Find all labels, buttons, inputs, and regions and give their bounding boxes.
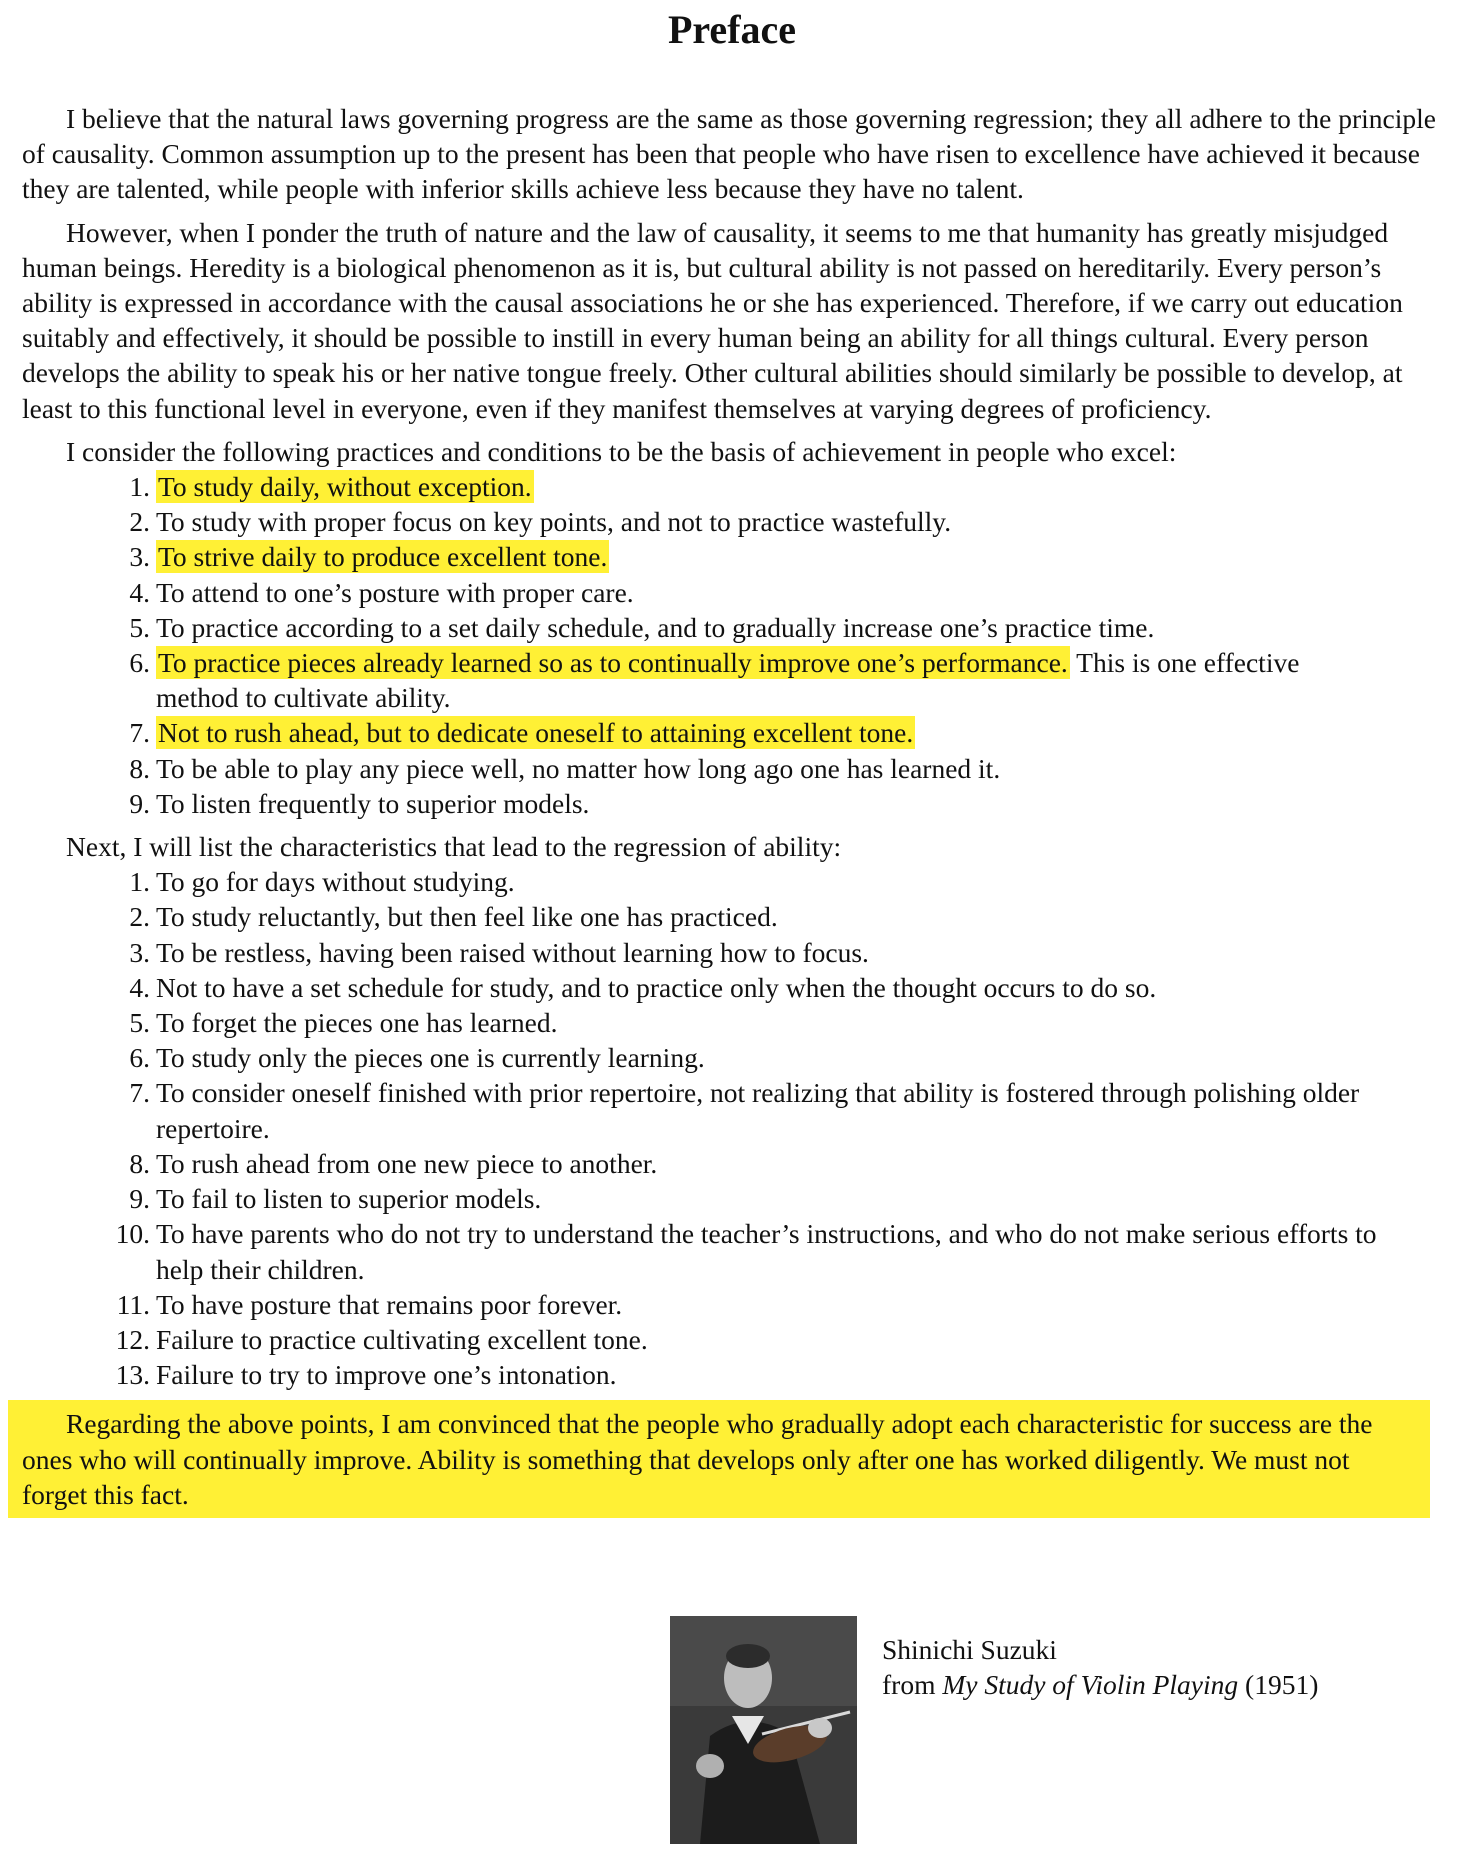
plain-text: To study with proper focus on key points, and not to practice wastefully. <box>156 506 952 538</box>
list-text: To study only the pieces one is currently learning. <box>156 1042 705 1074</box>
list-number: 3. <box>129 541 150 573</box>
list-text <box>156 469 1442 504</box>
success-item <box>22 469 1442 504</box>
success-item <box>22 715 1442 750</box>
regression-item <box>22 1075 1442 1145</box>
list-text <box>156 786 1442 821</box>
list-number: 8. <box>129 1147 150 1179</box>
list-number: 5. <box>129 611 150 643</box>
list-text: Not to have a set schedule for study, and to practice only when the thought occurs to do so. <box>156 971 1157 1003</box>
list-number: 12. <box>115 1323 150 1355</box>
list-text: Failure to practice cultivating excellent tone. <box>156 1323 648 1355</box>
regression-item <box>22 1040 1442 1075</box>
success-item <box>22 539 1442 574</box>
regression-item <box>22 935 1442 970</box>
list-number: 13. <box>115 1359 150 1391</box>
regression-item <box>22 1146 1442 1181</box>
list-number: 2. <box>129 506 150 538</box>
attribution <box>882 1632 1318 1702</box>
success-item <box>22 786 1442 821</box>
list-number: 4. <box>129 576 150 608</box>
list-text <box>156 504 1442 539</box>
preface-body <box>22 101 1442 1518</box>
list-text <box>156 539 1442 574</box>
list-text: Failure to try to improve one’s intonation. <box>156 1359 617 1391</box>
regression-item <box>22 1357 1442 1392</box>
success-item <box>22 751 1442 786</box>
list-text: To have parents who do not try to understand the teacher’s instructions, and who do not make serious efforts to help their children. <box>156 1218 1377 1285</box>
list-text: To study reluctantly, but then feel like one has practiced. <box>156 901 778 933</box>
highlighted-text: To practice pieces already learned so as to continually improve one’s performance. <box>158 647 1068 679</box>
violinist-icon <box>670 1616 857 1844</box>
source-line <box>882 1667 1318 1702</box>
paragraph-heredity: However, when I ponder the truth of nature and the law of causality, it seems to me that humanity has greatly misjudged human beings. Heredity is a biological phenomenon as it is, but cultural ability is not passed on hereditarily. Every person’s ability is expressed in accordance with the causal associations he or she has experienced. Therefore, if we carry out education suitably and effectively, it should be possible to instill in every human being an ability for all things cultural. Every person develops the ability to speak his or her native tongue freely. Other cultural abilities should similarly be possible to develop, at least to this functional level in everyone, even if they manifest themselves at varying degrees of proficiency. <box>22 216 1403 424</box>
highlighted-text: To study daily, without exception. <box>158 471 532 503</box>
success-item <box>22 504 1442 539</box>
list-text <box>156 610 1442 645</box>
success-item <box>22 575 1442 610</box>
regression-item <box>22 1216 1442 1286</box>
list-number: 9. <box>129 787 150 819</box>
regression-item <box>22 864 1442 899</box>
list-number: 10. <box>115 1218 150 1250</box>
list-number: 7. <box>129 1077 150 1109</box>
book-year: (1951) <box>1238 1669 1319 1700</box>
regression-item <box>22 1287 1442 1322</box>
paragraph-causality: I believe that the natural laws governing progress are the same as those governing regression; they all adhere to the principle of causality. Common assumption up to the present has been that people who have risen to excellence have achieved it because they are talented, while people with inferior skills achieve less because they have no talent. <box>22 103 1436 205</box>
success-list <box>22 469 1442 821</box>
plain-text: To listen frequently to superior models. <box>156 787 590 819</box>
list-number: 9. <box>129 1183 150 1215</box>
plain-text: This is one effective method to cultivate ability. <box>156 647 1300 714</box>
list-text: To fail to listen to superior models. <box>156 1183 542 1215</box>
list-number: 1. <box>129 866 150 898</box>
list-number: 2. <box>129 901 150 933</box>
plain-text: To practice according to a set daily schedule, and to gradually increase one’s practice time. <box>156 611 1155 643</box>
list-text <box>156 751 1442 786</box>
regression-list <box>22 864 1442 1392</box>
list-number: 1. <box>129 471 150 503</box>
list-text <box>156 575 1442 610</box>
highlighted-text: To strive daily to produce excellent tone. <box>158 541 608 573</box>
page <box>22 0 1442 1510</box>
regression-item <box>22 970 1442 1005</box>
list-text: To go for days without studying. <box>156 866 515 898</box>
regression-item <box>22 1181 1442 1216</box>
list-text: To have posture that remains poor forever. <box>156 1288 623 1320</box>
paragraph-success-intro: I consider the following practices and conditions to be the basis of achievement in people who excel: <box>66 435 1177 467</box>
plain-text: To attend to one’s posture with proper care. <box>156 576 634 608</box>
list-text <box>156 715 1442 750</box>
success-item <box>22 645 1442 715</box>
list-number: 4. <box>129 971 150 1003</box>
list-number: 8. <box>129 752 150 784</box>
closing-paragraph: Regarding the above points, I am convinced that the people who gradually adopt each characteristic for success are the ones who will continually improve. Ability is something that develops only after one has worked diligently. We must not forget this fact. <box>8 1400 1430 1518</box>
regression-item <box>22 1005 1442 1040</box>
paragraph-regression-intro: Next, I will list the characteristics that lead to the regression of ability: <box>66 831 842 863</box>
page-title: Preface <box>667 7 797 52</box>
list-text <box>156 645 1442 715</box>
list-text: To rush ahead from one new piece to another. <box>156 1147 658 1179</box>
plain-text: To be able to play any piece well, no matter how long ago one has learned it. <box>156 752 1001 784</box>
list-text: To consider oneself finished with prior repertoire, not realizing that ability is fostered through polishing older repertoire. <box>156 1077 1360 1144</box>
regression-item <box>22 1322 1442 1357</box>
regression-item <box>22 899 1442 934</box>
highlighted-text: Not to rush ahead, but to dedicate oneself to attaining excellent tone. <box>158 717 914 749</box>
author-name: Shinichi Suzuki <box>882 1634 1057 1665</box>
list-number: 5. <box>129 1007 150 1039</box>
success-item <box>22 610 1442 645</box>
list-number: 6. <box>129 647 150 679</box>
list-number: 11. <box>116 1288 150 1320</box>
list-text: To be restless, having been raised without learning how to focus. <box>156 936 869 968</box>
list-number: 7. <box>129 717 150 749</box>
list-number: 3. <box>129 936 150 968</box>
list-number: 6. <box>129 1042 150 1074</box>
violinist-photo <box>670 1616 857 1844</box>
source-prefix: from <box>882 1669 943 1700</box>
book-title: My Study of Violin Playing <box>942 1669 1239 1700</box>
list-text: To forget the pieces one has learned. <box>156 1007 558 1039</box>
